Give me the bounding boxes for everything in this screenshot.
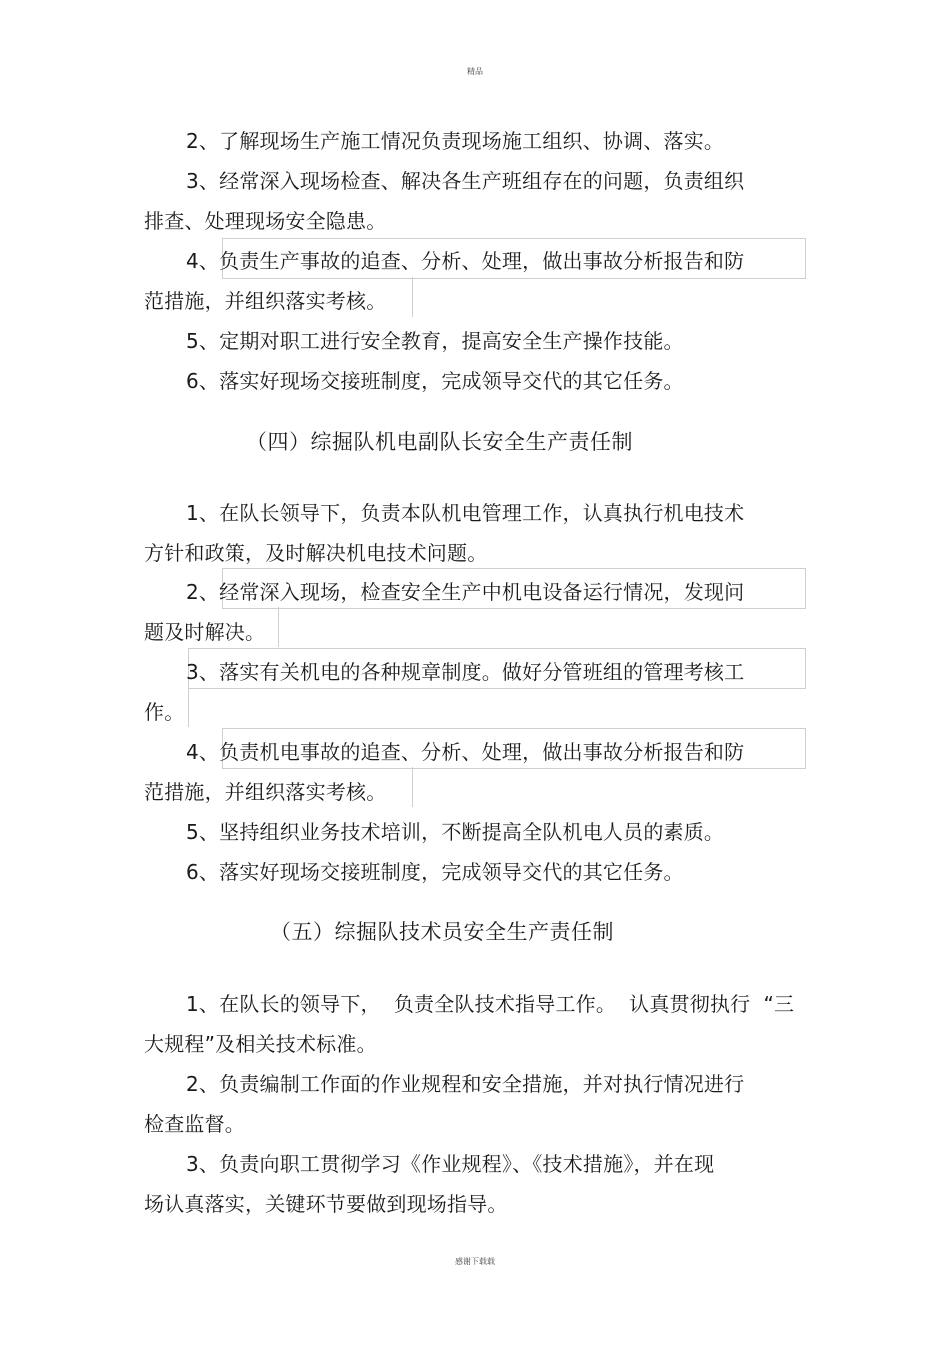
paragraph-line: 2、负责编制工作面的作业规程和安全措施，并对执行情况进行	[186, 1072, 745, 1096]
paragraph-line: 4、负责生产事故的追查、分析、处理，做出事故分析报告和防	[186, 249, 745, 273]
page-footer: 感谢下载载	[455, 1257, 495, 1266]
paragraph-line: 6、落实好现场交接班制度，完成领导交代的其它任务。	[186, 369, 684, 393]
section-heading: （五）综掘队技术员安全生产责任制	[270, 920, 614, 944]
cell-border	[188, 687, 189, 727]
paragraph-line: 大规程”及相关技术标准。	[144, 1032, 377, 1056]
paragraph-line: 1、在队长领导下，负责本队机电管理工作，认真执行机电技术	[186, 501, 745, 525]
cell-border	[412, 767, 413, 807]
paragraph-line: 3、负责向职工贯彻学习《作业规程》、《技术措施》，并在现	[186, 1152, 715, 1176]
paragraph-line: 作。	[144, 700, 185, 724]
paragraph-line: 2、了解现场生产施工情况负责现场施工组织、协调、落实。	[186, 129, 725, 153]
paragraph-line: 场认真落实，关键环节要做到现场指导。	[144, 1192, 508, 1216]
paragraph-line: 5、坚持组织业务技术培训，不断提高全队机电人员的素质。	[186, 820, 725, 844]
cell-border	[412, 277, 413, 317]
paragraph-line: 3、落实有关机电的各种规章制度。做好分管班组的管理考核工	[186, 660, 745, 684]
paragraph-line: 范措施，并组织落实考核。	[144, 289, 387, 313]
paragraph-line: 题及时解决。	[144, 620, 266, 644]
paragraph-line: 3、经常深入现场检查、解决各生产班组存在的问题，负责组织	[186, 169, 745, 193]
paragraph-line: 排查、处理现场安全隐患。	[144, 209, 387, 233]
paragraph-line: 检查监督。	[144, 1112, 245, 1136]
paragraph-line: 6、落实好现场交接班制度，完成领导交代的其它任务。	[186, 860, 684, 884]
paragraph-line: 1、在队长的领导下， 负责全队技术指导工作。 认真贯彻执行 “三	[186, 992, 795, 1016]
paragraph-line: 2、经常深入现场，检查安全生产中机电设备运行情况，发现问	[186, 580, 745, 604]
section-heading: （四）综掘队机电副队长安全生产责任制	[246, 430, 633, 454]
paragraph-line: 5、定期对职工进行安全教育，提高安全生产操作技能。	[186, 329, 684, 353]
paragraph-line: 4、负责机电事故的追查、分析、处理，做出事故分析报告和防	[186, 740, 745, 764]
cell-border	[278, 607, 279, 647]
paragraph-line: 方针和政策，及时解决机电技术问题。	[144, 541, 488, 565]
page-header: 精品	[467, 67, 483, 76]
paragraph-line: 范措施，并组织落实考核。	[144, 780, 387, 804]
